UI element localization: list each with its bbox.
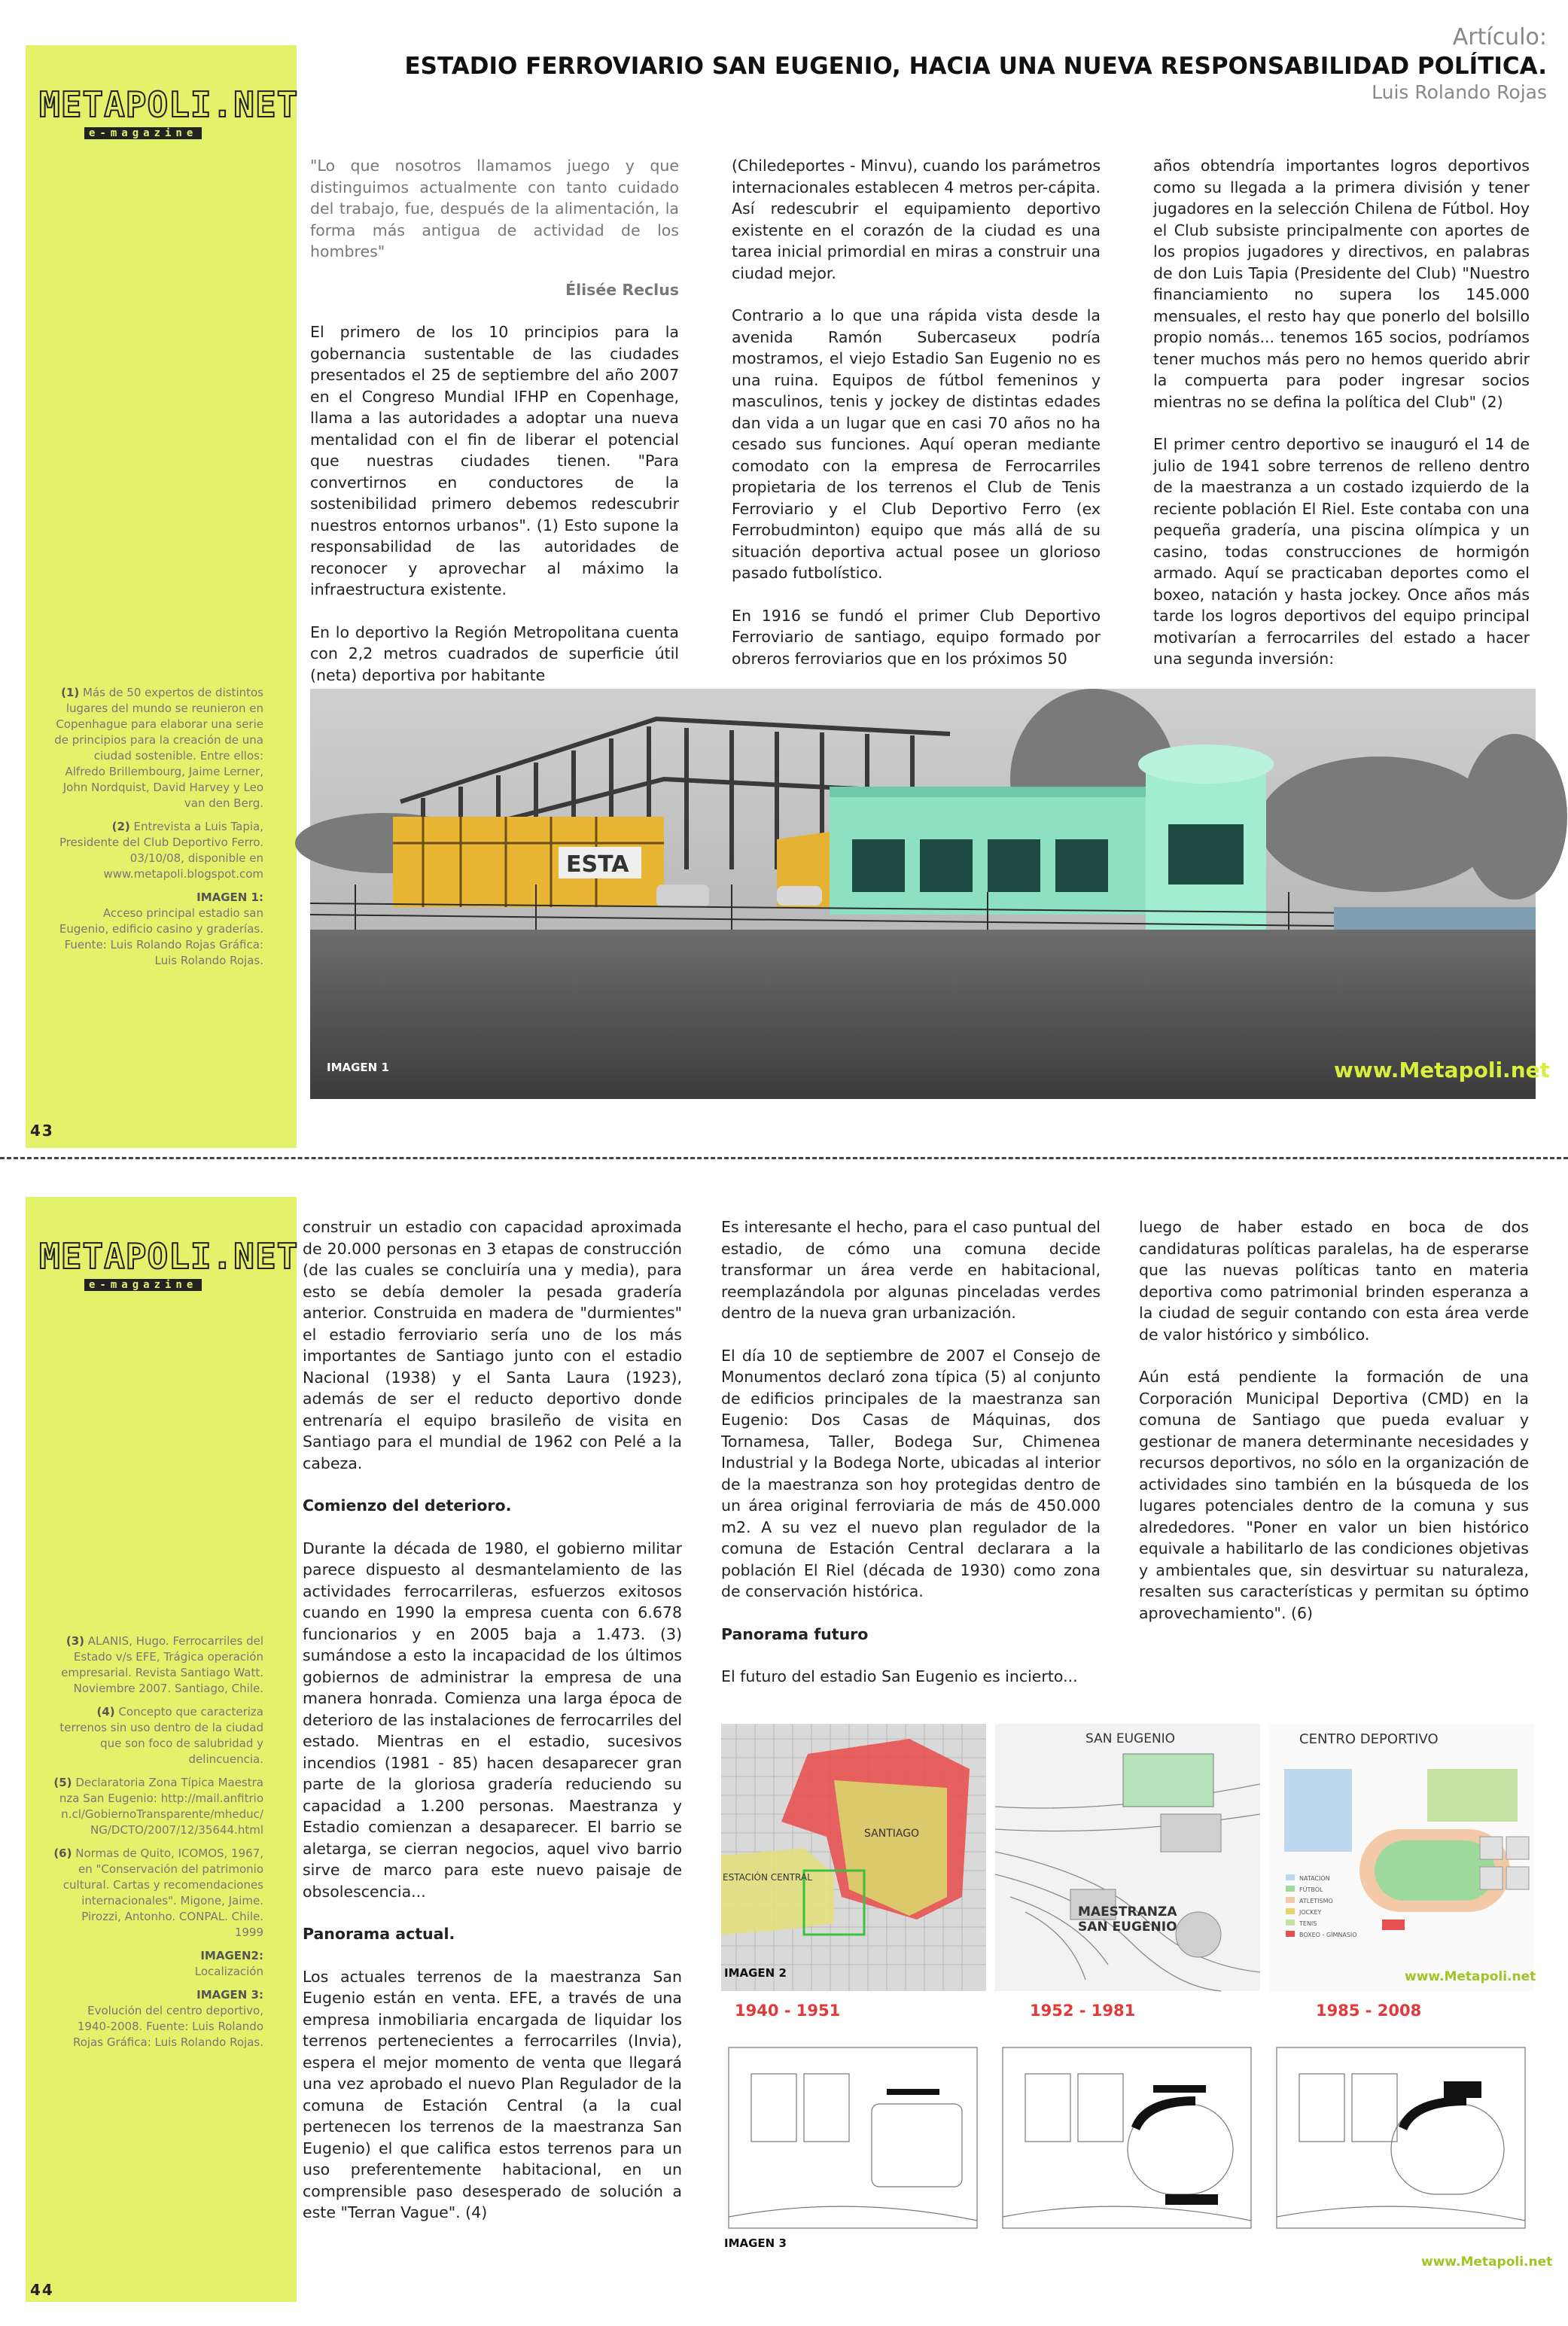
article-title: ESTADIO FERROVIARIO SAN EUGENIO, HACIA UNA NUEVA RESPONSABILIDAD POLÍTICA. bbox=[404, 53, 1547, 80]
paragraph: luego de haber estado en boca de dos candidaturas políticas paralelas, ha de esperarse que las nuevas políticas tanto en materia deportiva como patrimonial brinden esperanza a la ciudad de seguir contando con esta área verde de valor histórico y simbólico. bbox=[1139, 1218, 1529, 1344]
footnotes bbox=[53, 685, 263, 976]
footnote: (3) ALANIS, Hugo. Ferrocarriles del Estado v/s EFE, Trágica operación empresarial. Revista Santiago Watt. Noviembre 2007. Santiago, Chile. bbox=[61, 1634, 263, 1695]
brand-name: METAPOLI.NET bbox=[39, 84, 299, 125]
sports-center-plan bbox=[1269, 1724, 1534, 1991]
sidebar bbox=[26, 1197, 297, 2302]
paragraph: Aún está pendiente la formación de una Corporación Municipal Deportiva (CMD) en la comuna de Santiago que pueda evaluar y gestionar de manera determinante necesidades y recursos deportivos, no sólo en la organización de actividades sino también en la búsqueda de los lugares potenciales dentro de la comuna y sus alrededores. "Poner en valor un bien histórico equivale a habilitarlo de las condiciones objetivas y ambientales que, sin desvirtuar su naturaleza, resalten sus características y permitan su óptimo aprovechamiento". (6) bbox=[1139, 1368, 1529, 1622]
legend-athletics: ATLETISMO bbox=[1299, 1898, 1333, 1904]
column-1 bbox=[310, 155, 679, 707]
brand-tag: e-magazine bbox=[84, 1279, 202, 1291]
column-3 bbox=[1139, 1216, 1529, 1645]
sidebar bbox=[26, 45, 297, 1148]
legend-tennis: TENIS bbox=[1299, 1920, 1317, 1927]
footnote: (5) Declaratoria Zona Típica Maestranza San Eugenio: http://mail.anfitrion.cl/GobiernoTransparente/mheduc/NG/DCTO/2007/12/35644.html bbox=[53, 1776, 263, 1837]
column-1 bbox=[303, 1216, 682, 2245]
article-kicker: Artículo: bbox=[1452, 24, 1547, 50]
map-title: CENTRO DEPORTIVO bbox=[1299, 1731, 1439, 1747]
paragraph: años obtendría importantes logros deportivos como su llegada a la primera división y tener jugadores en la selección Chilena de Fútbol. Hoy el Club subsiste principalmente con aportes de los propios jugadores y directivos, en palabras de don Luis Tapia (Presidente del Club) "Nuestro financiamiento no supera los 145.000 mensuales, el resto hay que ponerlo del bolsillo propio nomás... tenemos 165 socios, podríamos tener muchos más pero no hemos querido abrir la compuerta para poder ingresar socios mientras no se defina la política del Club" (2) bbox=[1153, 157, 1530, 411]
brand-name: METAPOLI.NET bbox=[39, 1236, 299, 1277]
watermark: www.Metapoli.net bbox=[1405, 1969, 1536, 1984]
section-heading: Panorama actual. bbox=[303, 1925, 455, 1943]
paragraph: El futuro del estadio San Eugenio es incierto... bbox=[721, 1667, 1078, 1685]
footnote: IMAGEN 3: Evolución del centro deportivo, 1940-2008. Fuente: Luis Rolando Rojas Gráfica: Luis Rolando Rojas. bbox=[72, 1988, 263, 2049]
watermark: www.Metapoli.net bbox=[1421, 2254, 1553, 2270]
legend-football: FÚTBOL bbox=[1299, 1886, 1323, 1893]
paragraph: En lo deportivo la Región Metropolitana cuenta con 2,2 metros cuadrados de superficie útil (neta) deportiva por habitante bbox=[310, 623, 679, 684]
brand-logo bbox=[39, 84, 299, 142]
stadium-photo bbox=[310, 689, 1550, 1099]
page-number: 43 bbox=[30, 1122, 54, 1140]
map-label-estacion: ESTACIÓN CENTRAL bbox=[723, 1872, 812, 1883]
paragraph: Los actuales terrenos de la maestranza San Eugenio están en venta. EFE, a través de una empresa inmobiliaria encargada de liquidar los terrenos pertenecientes a ferrocarriles (Invia), espera el mejor momento de venta que llegará una vez aprobado el nuevo Plan Regulador de la comuna de Estación Central (a la cual pertenecen los terrenos de la maestranza San Eugenio) el que califica estos terrenos para un uso preferentemente habitacional, en un comprensible paso desesperado de solución a este "Terran Vague". (4) bbox=[303, 1967, 682, 2221]
legend-jockey: JOCKEY bbox=[1299, 1909, 1322, 1916]
evolution-plans bbox=[721, 1999, 1553, 2285]
epigraph-author: Élisée Reclus bbox=[565, 280, 679, 299]
paragraph: Contrario a lo que una rápida vista desde la avenida Ramón Subercaseux podría mostramos, el viejo Estadio San Eugenio no es una ruina. Equipos de fútbol femeninos y masculinos, tenis y jockey de distintas edades dan vida a un lugar que en casi 70 años no ha cesado sus funciones. Aquí operan mediante comodato con la empresa de Ferrocarriles propietaria de los terrenos el Club de Tenis Ferroviario y el Club Deportivo Ferro (ex Ferrobudminton) equipo que más allá de su situación deportiva actual posee un glorioso pasado futbolístico. bbox=[732, 306, 1101, 582]
paragraph: Es interesante el hecho, para el caso puntual del estadio, de cómo una comuna decide transformar un área verde en habitacional, reemplazándola por algunas pinceladas verdes dentro de la nueva gran urbanización. bbox=[721, 1218, 1101, 1322]
brand-logo bbox=[39, 1236, 299, 1293]
column-3 bbox=[1153, 155, 1530, 691]
location-map-city bbox=[721, 1724, 986, 1991]
period-label-3: 1985 - 2008 bbox=[1316, 2002, 1422, 2020]
paragraph: construir un estadio con capacidad aproximada de 20.000 personas en 3 etapas de construcción (de las cuales se concluiría una y media), para esto se debía demoler la pesada gradería anterior. Construida en madera de "durmientes" el estadio ferroviario sería uno de los más importantes de Santiago junto con el estadio Nacional (1938) y el Santa Laura (1923), además de ser el reducto deportivo donde entrenaría el equipo brasileño de visita en Santiago para el mundial de 1962 con Pelé a la cabeza. bbox=[303, 1218, 682, 1472]
period-label-1: 1940 - 1951 bbox=[735, 2002, 841, 2020]
location-map-maestranza bbox=[995, 1724, 1260, 1991]
page-44 bbox=[0, 1167, 1568, 2326]
paragraph: (Chiledeportes - Minvu), cuando los parámetros internacionales establecen 4 metros per-cápita. Así redescubrir el equipamiento deportivo existente en el corazón de la ciudad es una tarea inicial primordial en miras a construir una ciudad mejor. bbox=[732, 157, 1101, 282]
section-heading: Comienzo del deterioro. bbox=[303, 1496, 512, 1515]
paragraph: El día 10 de septiembre de 2007 el Consejo de Monumentos declaró zona típica (5) al conjunto de edificios principales de la maestranza san Eugenio: Dos Casas de Máquinas, dos Tornamesa, Taller, Bodega Sur, Chimenea Industrial y la Bodega Norte, ubicadas al interior de la maestranza son hoy protegidas dentro de un área original ferroviaria de más de 450.000 m2. A su vez el nuevo plan regulador de la comuna de Estación Central declarara a la población El Riel (década de 1930) como zona de conservación histórica. bbox=[721, 1346, 1101, 1600]
map-label-santiago: SANTIAGO bbox=[864, 1828, 920, 1840]
paragraph: El primero de los 10 principios para la gobernancia sustentable de las ciudades presentados el 25 de septiembre del año 2007 en el Congreso Mundial IFHP en Copenhage, llama a las autoridades a adoptar una nueva mentalidad con el fin de liberar el potencial que nuestras ciudades tienen. "Para convertirnos en conductores de la sostenibilidad primero debemos redescubrir nuestros entornos urbanos". (1) Esto supone la responsabilidad de las autoridades de reconocer y aprovechar al máximo la infraestructura existente. bbox=[310, 323, 679, 598]
page-number: 44 bbox=[30, 2281, 54, 2299]
image-caption: IMAGEN 3 bbox=[724, 2236, 787, 2250]
footnote: IMAGEN2: Localización bbox=[194, 1949, 263, 1978]
map-label: MAESTRANZA SAN EUGENIO bbox=[1078, 1904, 1177, 1935]
page-43 bbox=[0, 0, 1568, 1152]
image-caption: IMAGEN 1 bbox=[327, 1061, 389, 1074]
epigraph: "Lo que nosotros llamamos juego y que distinguimos actualmente con tanto cuidado del trabajo, fue, después de la alimentación, la forma más antigua de actividad de los hombres" bbox=[310, 157, 679, 260]
page-divider bbox=[0, 1157, 1568, 1159]
legend-boxing: BOXEO - GIMNASIO bbox=[1299, 1932, 1357, 1938]
map-title: SAN EUGENIO bbox=[1085, 1731, 1176, 1746]
sign-text: ESTA bbox=[566, 851, 629, 878]
footnotes bbox=[53, 1633, 263, 2058]
footnote: (6) Normas de Quito, ICOMOS, 1967, en "Conservación del patrimonio cultural. Cartas y recomendaciones internacionales". Migone, Jaime. Pirozzi, Antonho. CONPAL. Chile. 1999 bbox=[53, 1846, 263, 1939]
footnote: IMAGEN 1: Acceso principal estadio san Eugenio, edificio casino y graderías. Fuente: Luis Rolando Rojas Gráfica: Luis Rolando Rojas. bbox=[59, 891, 263, 967]
footnote: (4) Concepto que caracteriza terrenos sin uso dentro de la ciudad que son foco de salubridad y delincuencia. bbox=[59, 1705, 263, 1766]
article-author: Luis Rolando Rojas bbox=[1372, 81, 1547, 103]
watermark: www.Metapoli.net bbox=[1334, 1058, 1550, 1082]
image-caption: IMAGEN 2 bbox=[724, 1966, 787, 1980]
column-2 bbox=[732, 155, 1101, 690]
legend-swimming: NATACIÓN bbox=[1299, 1875, 1330, 1882]
footnote: (2) Entrevista a Luis Tapia, Presidente del Club Deportivo Ferro. 03/10/08, disponible en www.metapoli.blogspot.com bbox=[59, 820, 263, 881]
period-label-2: 1952 - 1981 bbox=[1030, 2002, 1136, 2020]
paragraph: En 1916 se fundó el primer Club Deportivo Ferroviario de santiago, equipo formado por obreros ferroviarios que en los próximos 50 bbox=[732, 606, 1101, 668]
column-2 bbox=[721, 1216, 1101, 1709]
brand-tag: e-magazine bbox=[84, 127, 202, 139]
paragraph: Durante la década de 1980, el gobierno militar parece dispuesto al desmantelamiento de las actividades ferrocarrileras, esfuerzos exitosos cuando en 1990 la empresa cuenta con 6.678 funcionarios y en 2005 baja a 1.473. (3) sumándose a esto la incapacidad de los últimos gobiernos de administrar la empresa de una manera honrada. Comienza una larga época de deterioro de las instalaciones de ferrocarriles del estado. Mientras en el estadio, sucesivos incendios (1981 - 85) hacen desaparecer gran parte de la gloriosa gradería reduciendo su capacidad a 1.200 personas. Maestranza y Estadio comienzan a desaparecer. El barrio se aletarga, se cierran negocios, aquel vivo barrio sirve de marco para este nuevo paisaje de obsolescencia... bbox=[303, 1539, 682, 1901]
section-heading: Panorama futuro bbox=[721, 1624, 869, 1643]
paragraph: El primer centro deportivo se inauguró el 14 de julio de 1941 sobre terrenos de relleno dentro de la maestranza a un costado izquierdo de la reciente población El Riel. Este contaba con una pequeña gradería, una piscina olímpica y un casino, todas construcciones de hormigón armado. Aquí se practicaban deportes como el boxeo, natación y hasta jockey. Once años más tarde los logros deportivos del equipo principal motivarían a ferrocarriles del estado a hacer una segunda inversión: bbox=[1153, 435, 1530, 668]
footnote: (1) Más de 50 expertos de distintos lugares del mundo se reunieron en Copenhague para elaborar una serie de principios para la creación de una ciudad sostenible. Entre ellos: Alfredo Brillembourg, Jaime Lerner, John Nordquist, David Harvey y Leo van den Berg. bbox=[54, 686, 263, 810]
